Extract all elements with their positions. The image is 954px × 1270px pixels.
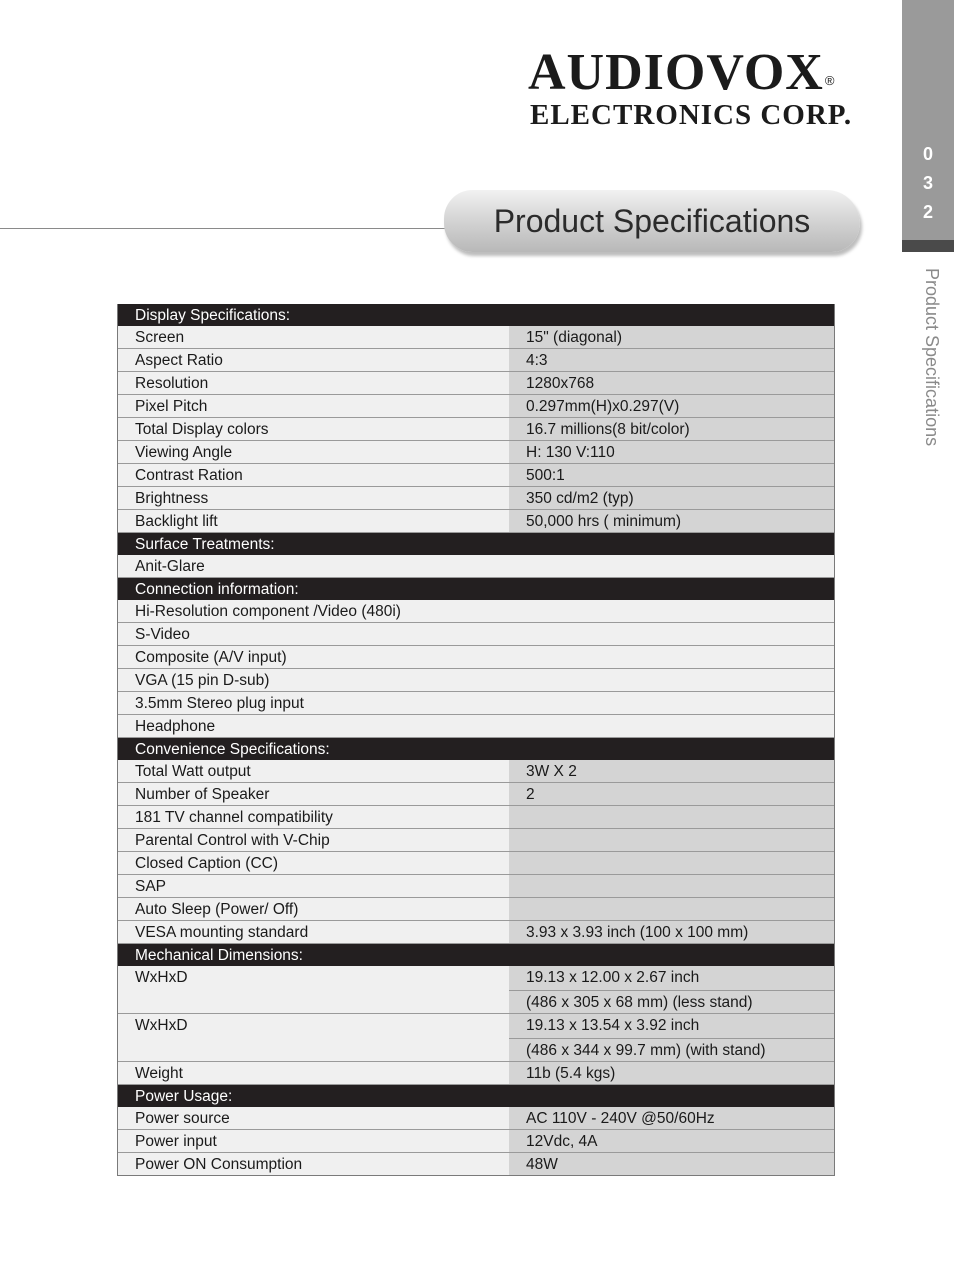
- page-title: Product Specifications: [493, 203, 811, 239]
- table-row: [118, 600, 834, 623]
- spec-label: Weight: [118, 1062, 509, 1084]
- table-row: [118, 692, 834, 715]
- section-header-row: [118, 1085, 834, 1107]
- table-row: [118, 326, 834, 349]
- table-row: [118, 510, 834, 533]
- table-row: [118, 555, 834, 578]
- spec-value-line: 48W: [526, 1156, 558, 1173]
- spec-label: 181 TV channel compatibility: [118, 806, 509, 828]
- spec-value-line: 0.297mm(H)x0.297(V): [526, 398, 680, 415]
- spec-label: Screen: [118, 326, 509, 348]
- spec-value-line: 350 cd/m2 (typ): [526, 490, 634, 507]
- section-heading: Convenience Specifications:: [118, 738, 834, 760]
- table-row: [118, 349, 834, 372]
- spec-label: Backlight lift: [118, 510, 509, 532]
- spec-value-line: 15" (diagonal): [526, 329, 622, 346]
- spec-value-line: (486 x 305 x 68 mm) (less stand): [509, 990, 834, 1012]
- spec-value-line: 12Vdc, 4A: [526, 1133, 598, 1150]
- table-row: [118, 1014, 834, 1062]
- table-row: [118, 372, 834, 395]
- logo-brand-name: [528, 46, 858, 100]
- table-row: [118, 1153, 834, 1175]
- spec-value-line: 3.93 x 3.93 inch (100 x 100 mm): [526, 924, 749, 941]
- spec-label: Contrast Ration: [118, 464, 509, 486]
- spec-value: [509, 395, 834, 417]
- page-digit: 2: [922, 202, 933, 222]
- spec-label: Pixel Pitch: [118, 395, 509, 417]
- section-header-row: [118, 578, 834, 600]
- table-row: [118, 783, 834, 806]
- table-row: [118, 715, 834, 738]
- table-row: [118, 487, 834, 510]
- spec-value-line: 3W X 2: [526, 763, 577, 780]
- page-digit: 0: [922, 144, 933, 164]
- registered-mark: ®: [824, 73, 836, 88]
- section-header-row: [118, 944, 834, 966]
- spec-value: [509, 852, 834, 874]
- spec-label: Headphone: [118, 715, 834, 737]
- spec-value-line: 2: [526, 786, 535, 803]
- spec-label: Aspect Ratio: [118, 349, 509, 371]
- table-row: [118, 898, 834, 921]
- table-row: [118, 852, 834, 875]
- spec-value-line: [526, 832, 834, 850]
- spec-value-line: (486 x 344 x 99.7 mm) (with stand): [509, 1038, 834, 1060]
- spec-value: [509, 418, 834, 440]
- page-digit: 3: [922, 173, 933, 193]
- spec-value: [509, 806, 834, 828]
- side-tab-accent: [902, 240, 954, 252]
- section-heading: Surface Treatments:: [118, 533, 834, 555]
- spec-value-line: 11b (5.4 kgs): [526, 1065, 616, 1082]
- table-row: [118, 1130, 834, 1153]
- section-header-row: [118, 304, 834, 326]
- spec-label: Composite (A/V input): [118, 646, 834, 668]
- spec-label: Total Display colors: [118, 418, 509, 440]
- spec-value-line: 50,000 hrs ( minimum): [526, 513, 682, 530]
- table-row: [118, 464, 834, 487]
- spec-value: [509, 372, 834, 394]
- logo-wordmark: AUDIOVOX: [528, 44, 824, 101]
- spec-value: [509, 829, 834, 851]
- spec-value: [509, 1153, 834, 1175]
- section-banner: [444, 190, 860, 252]
- spec-value: [509, 510, 834, 532]
- spec-value-line: [526, 878, 834, 896]
- company-logo: [528, 46, 858, 130]
- table-row: [118, 806, 834, 829]
- spec-label: Auto Sleep (Power/ Off): [118, 898, 509, 920]
- spec-value: [509, 326, 834, 348]
- spec-label: 3.5mm Stereo plug input: [118, 692, 834, 714]
- spec-label: VESA mounting standard: [118, 921, 509, 943]
- spec-value: [509, 783, 834, 805]
- spec-value: [509, 1014, 834, 1061]
- spec-value: [509, 464, 834, 486]
- spec-value: [509, 966, 834, 1013]
- spec-label: Resolution: [118, 372, 509, 394]
- section-heading: Connection information:: [118, 578, 834, 600]
- logo-subtitle: ELECTRONICS CORP.: [530, 99, 853, 131]
- spec-label: Parental Control with V-Chip: [118, 829, 509, 851]
- spec-table: [117, 304, 835, 1176]
- vertical-section-title: Product Specifications: [922, 268, 942, 447]
- spec-label: Closed Caption (CC): [118, 852, 509, 874]
- table-row: [118, 669, 834, 692]
- spec-label: Power ON Consumption: [118, 1153, 509, 1175]
- spec-label: Anit-Glare: [118, 555, 834, 577]
- spec-value: [509, 921, 834, 943]
- spec-label: S-Video: [118, 623, 834, 645]
- spec-value-line: H: 130 V:110: [526, 444, 615, 461]
- spec-value-line: 19.13 x 13.54 x 3.92 inch: [526, 1017, 700, 1034]
- table-row: [118, 1107, 834, 1130]
- spec-label: WxHxD: [118, 1014, 509, 1061]
- table-row: [118, 829, 834, 852]
- spec-label: Power input: [118, 1130, 509, 1152]
- table-row: [118, 875, 834, 898]
- spec-value: [509, 760, 834, 782]
- spec-value: [509, 1130, 834, 1152]
- table-row: [118, 395, 834, 418]
- spec-value-line: AC 110V - 240V @50/60Hz: [526, 1110, 715, 1127]
- spec-value: [509, 1062, 834, 1084]
- section-heading: Mechanical Dimensions:: [118, 944, 834, 966]
- spec-value: [509, 487, 834, 509]
- section-header-row: [118, 533, 834, 555]
- spec-value-line: 16.7 millions(8 bit/color): [526, 421, 690, 438]
- spec-value: [509, 1107, 834, 1129]
- spec-label: VGA (15 pin D-sub): [118, 669, 834, 691]
- spec-label: WxHxD: [118, 966, 509, 1013]
- section-heading: Power Usage:: [118, 1085, 834, 1107]
- spec-label: SAP: [118, 875, 509, 897]
- spec-value-line: 19.13 x 12.00 x 2.67 inch: [526, 969, 700, 986]
- spec-label: Brightness: [118, 487, 509, 509]
- spec-value-line: 4:3: [526, 352, 548, 369]
- spec-label: Total Watt output: [118, 760, 509, 782]
- spec-value-line: 1280x768: [526, 375, 595, 392]
- spec-value: [509, 349, 834, 371]
- spec-value: [509, 875, 834, 897]
- table-row: [118, 441, 834, 464]
- spec-label: Number of Speaker: [118, 783, 509, 805]
- section-heading: Display Specifications:: [118, 304, 834, 326]
- spec-label: Hi-Resolution component /Video (480i): [118, 600, 834, 622]
- spec-value-line: [526, 901, 834, 919]
- table-row: [118, 1062, 834, 1085]
- header-rule: [0, 228, 446, 229]
- spec-value-line: 500:1: [526, 467, 565, 484]
- table-row: [118, 623, 834, 646]
- spec-value: [509, 441, 834, 463]
- table-row: [118, 921, 834, 944]
- spec-value: [509, 898, 834, 920]
- table-row: [118, 418, 834, 441]
- table-row: [118, 760, 834, 783]
- section-header-row: [118, 738, 834, 760]
- spec-label: Viewing Angle: [118, 441, 509, 463]
- spec-value-line: [526, 855, 834, 873]
- page-number: [902, 140, 954, 227]
- spec-value-line: [526, 809, 834, 827]
- table-row: [118, 646, 834, 669]
- spec-label: Power source: [118, 1107, 509, 1129]
- table-row: [118, 966, 834, 1014]
